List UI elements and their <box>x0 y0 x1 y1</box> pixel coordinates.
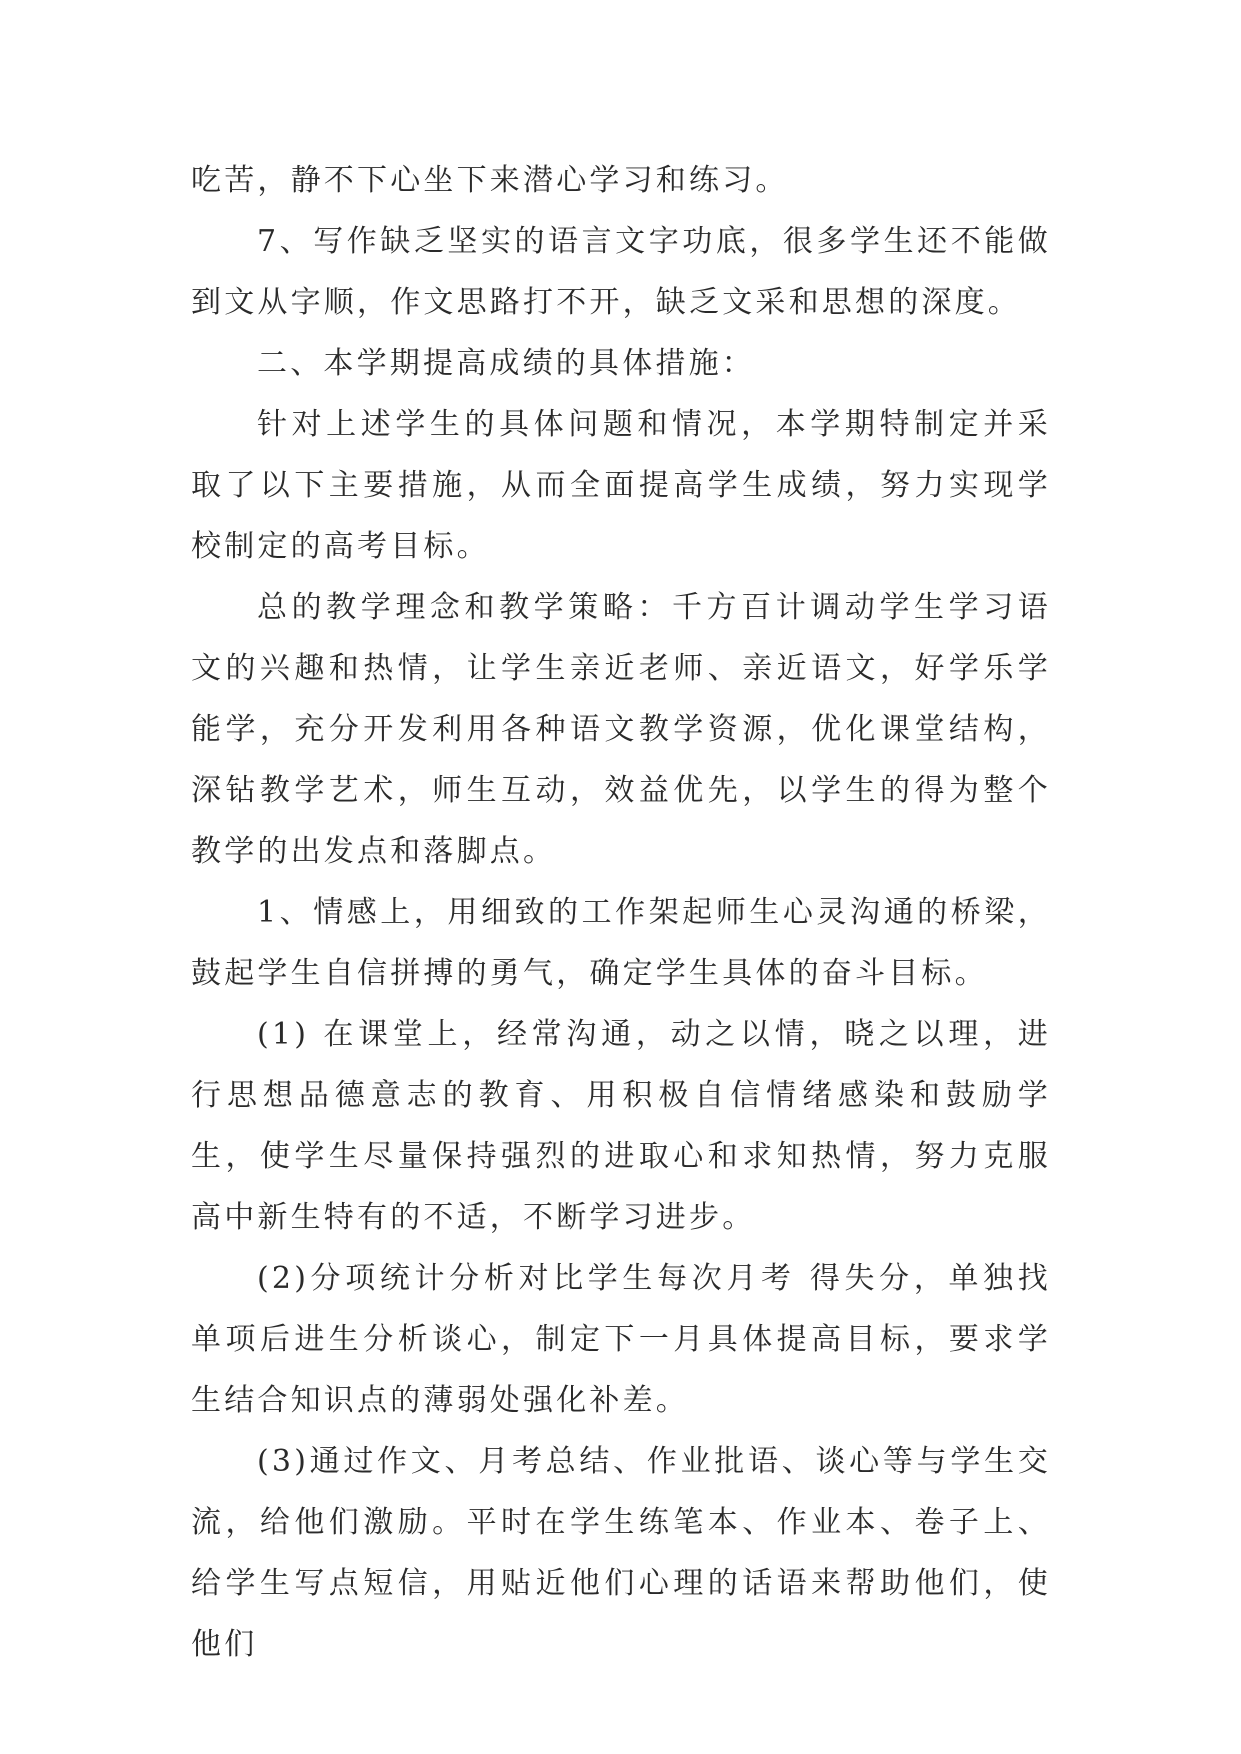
paragraph: (1) 在课堂上，经常沟通，动之以情，晓之以理，进行思想品德意志的教育、用积极自信情绪感染和鼓励学生，使学生尽量保持强烈的进取心和求知热情，努力克服高中新生特有的不适，不断学习进步。 <box>191 1017 1051 1235</box>
paragraph: (2)分项统计分析对比学生每次月考 得失分，单独找单项后进生分析谈心，制定下一月具体提高目标，要求学生结合知识点的薄弱处强化补差。 <box>191 1261 1051 1418</box>
paragraph: (3)通过作文、月考总结、作业批语、谈心等与学生交流，给他们激励。平时在学生练笔本、作业本、卷子上、给学生写点短信，用贴近他们心理的话语来帮助他们，使他们 <box>191 1444 1051 1662</box>
paragraph: 吃苦，静不下心坐下来潜心学习和练习。 <box>191 163 789 198</box>
document-body <box>191 150 1051 1675</box>
section-heading: 二、本学期提高成绩的具体措施： <box>257 346 755 381</box>
paragraph: 7、写作缺乏坚实的语言文字功底，很多学生还不能做到文从字顺，作文思路打不开，缺乏文采和思想的深度。 <box>191 224 1051 320</box>
paragraph: 针对上述学生的具体问题和情况，本学期特制定并采取了以下主要措施，从而全面提高学生成绩，努力实现学校制定的高考目标。 <box>191 407 1051 564</box>
paragraph: 1、情感上，用细致的工作架起师生心灵沟通的桥梁，鼓起学生自信拼搏的勇气，确定学生具体的奋斗目标。 <box>191 895 1051 991</box>
paragraph: 总的教学理念和教学策略：千方百计调动学生学习语文的兴趣和热情，让学生亲近老师、亲近语文，好学乐学能学，充分开发利用各种语文教学资源，优化课堂结构，深钻教学艺术，师生互动，效益优先，以学生的得为整个教学的出发点和落脚点。 <box>191 590 1051 869</box>
